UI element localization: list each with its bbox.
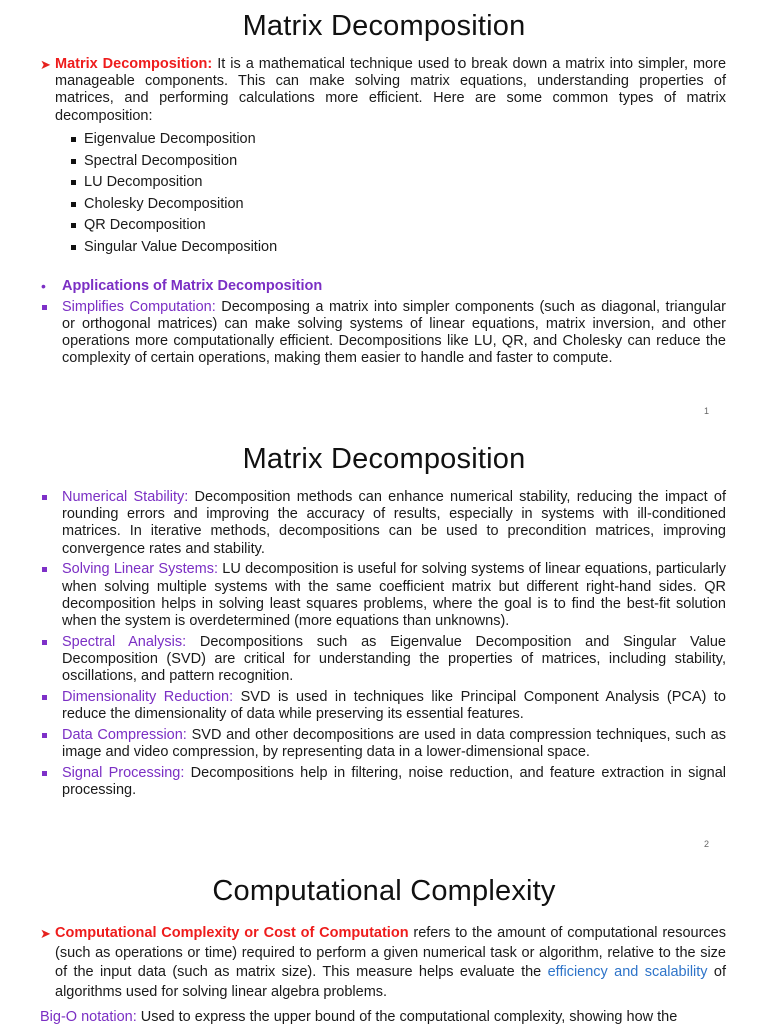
list-item: LU Decomposition bbox=[84, 172, 277, 194]
decomposition-types-list bbox=[0, 129, 277, 258]
list-item: Singular Value Decomposition bbox=[84, 237, 277, 259]
list-item: Dimensionality Reduction: SVD is used in techniques like Principal Component Analysis (PCA) to reduce the dimensionality of data while preserving its essential features. bbox=[62, 689, 726, 723]
applications-heading: • Applications of Matrix Decomposition bbox=[41, 278, 323, 294]
list-item: Numerical Stability: Decomposition methods can enhance numerical stability, reducing the impact of rounding errors and improving the accuracy of results, especially in systems with ill-conditioned matrices. In iterative methods, decompositions can be used to precondition matrices, improving convergence rates and stability. bbox=[62, 489, 726, 558]
list-item: QR Decomposition bbox=[84, 215, 277, 237]
list-item: Data Compression: SVD and other decompositions are used in data compression techniques, such as image and video compression, by representing data in a lower-dimensional space. bbox=[62, 727, 726, 761]
highlight-text: efficiency and scalability bbox=[547, 964, 708, 980]
square-bullet-icon bbox=[71, 137, 76, 142]
square-bullet-icon bbox=[42, 305, 47, 310]
bigo-line: Big-O notation: Used to express the upper bound of the computational complexity, showing how the bbox=[40, 1009, 678, 1024]
decomposition-benefits-list bbox=[0, 489, 768, 802]
square-bullet-icon bbox=[71, 202, 76, 207]
list-item: Signal Processing: Decompositions help in filtering, noise reduction, and feature extraction in signal processing. bbox=[62, 765, 726, 799]
page-number: 2 bbox=[703, 839, 709, 849]
slide-2-title: Matrix Decomposition bbox=[242, 443, 526, 475]
list-item: Spectral Analysis: Decompositions such as Eigenvalue Decomposition and Singular Value Decomposition (SVD) are critical for understanding the properties of matrices, including stability, oscillations, and pattern recognition. bbox=[62, 634, 726, 686]
square-bullet-icon bbox=[71, 223, 76, 228]
page-number: 1 bbox=[703, 406, 709, 416]
arrow-bullet-icon: ➤ bbox=[40, 57, 51, 72]
slide-1-intro bbox=[0, 56, 768, 125]
list-item: Solving Linear Systems: LU decomposition is useful for solving systems of linear equations, particularly when solving multiple systems with the same coefficient matrix but different right-hand sides. QR decomposition helps in solving least squares problems, where the goal is to find the best-fit solution when the system is overdetermined (more equations than unknowns). bbox=[62, 561, 726, 630]
list-item: Simplifies Computation: Decomposing a matrix into simpler components (such as diagonal, triangular or orthogonal matrices) can make solving systems of linear equations, matrix inversion, and other operations more computationally efficient. Decompositions like LU, QR, and Cholesky can reduce the complexity of certain operations, making them easier to handle and faster to compute. bbox=[62, 299, 726, 368]
list-item: Cholesky Decomposition bbox=[84, 194, 277, 216]
square-bullet-icon bbox=[42, 695, 47, 700]
list-item: Spectral Decomposition bbox=[84, 151, 277, 173]
slide-3-title: Computational Complexity bbox=[212, 875, 556, 907]
square-bullet-icon bbox=[42, 733, 47, 738]
slide-1-title: Matrix Decomposition bbox=[242, 10, 526, 42]
round-bullet-icon: • bbox=[41, 278, 46, 294]
square-bullet-icon bbox=[71, 159, 76, 164]
square-bullet-icon bbox=[42, 771, 47, 776]
intro-label: Matrix Decomposition: bbox=[55, 56, 213, 72]
list-item: Eigenvalue Decomposition bbox=[84, 129, 277, 151]
arrow-bullet-icon: ➤ bbox=[40, 926, 51, 941]
square-bullet-icon bbox=[42, 567, 47, 572]
square-bullet-icon bbox=[42, 640, 47, 645]
square-bullet-icon bbox=[42, 495, 47, 500]
applications-list bbox=[0, 278, 768, 371]
slide-3-intro: ➤ Computational Complexity or Cost of Computation refers to the amount of computational resources (such as operations or time) required to perform a given numerical task or algorithm, relative to the size of the input data (such as matrix size). This measure helps evaluate the efficiency and scalability of algorithms used for solving linear algebra problems. bbox=[40, 925, 727, 1000]
square-bullet-icon bbox=[71, 245, 76, 250]
intro-text: It is a mathematical technique used to break down a matrix into simpler, more manageable components. This can make solving matrix equations, understanding properties of matrices, and performing calculations more efficient. Here are some common types of matrix decomposition: bbox=[55, 56, 727, 124]
square-bullet-icon bbox=[71, 180, 76, 185]
